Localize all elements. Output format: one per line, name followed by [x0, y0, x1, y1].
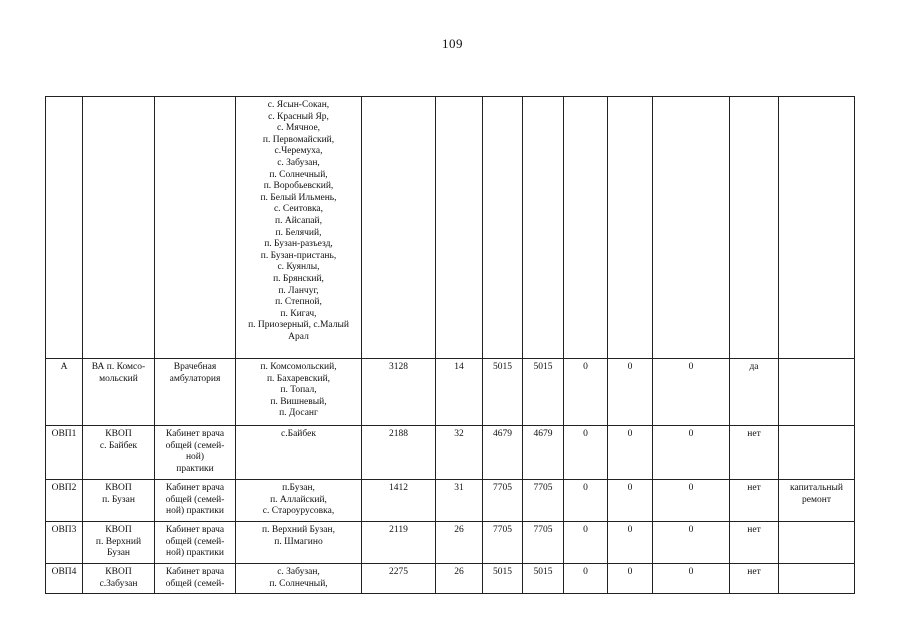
cell-line: с. Красный Яр,	[268, 111, 329, 122]
cell-line: п. Досанг	[279, 408, 318, 419]
cell-value: 0	[608, 480, 653, 522]
cell-value: 0	[608, 522, 653, 564]
cell-value: 7705	[483, 480, 523, 522]
cell-status	[730, 97, 779, 359]
cell-type	[155, 426, 236, 480]
cell-status: нет	[730, 522, 779, 564]
cell-name	[83, 426, 155, 480]
cell-value: 31	[436, 480, 483, 522]
cell-value: 0	[653, 522, 730, 564]
cell-line: п. Шмагино	[274, 536, 323, 547]
cell-line: с. Староурусовка,	[262, 506, 335, 517]
cell-line: с. Сеитовка,	[273, 204, 324, 215]
cell-type	[155, 359, 236, 426]
cell-areas	[236, 480, 362, 522]
cell-value	[608, 97, 653, 359]
cell-value	[523, 97, 564, 359]
cell-line: Бузан	[106, 548, 131, 559]
cell-line: п. Брянский,	[273, 273, 324, 284]
cell-line: с.Забузан	[99, 578, 138, 589]
cell-line: п. Комсомольский,	[260, 362, 337, 372]
table-row	[46, 97, 855, 359]
cell-value: 5015	[483, 359, 523, 426]
cell-value: 7705	[483, 522, 523, 564]
cell-status: да	[730, 359, 779, 426]
cell-value: 0	[564, 359, 608, 426]
cell-line: мольский	[99, 373, 138, 384]
cell-name	[83, 480, 155, 522]
cell-value: 2275	[362, 564, 436, 594]
cell-line: п. Солнечный,	[269, 578, 328, 589]
table-row	[46, 359, 855, 426]
cell-value: 14	[436, 359, 483, 426]
cell-note	[779, 564, 855, 594]
cell-line: с. Куянлы,	[277, 262, 320, 273]
cell-value	[564, 97, 608, 359]
cell-note	[779, 522, 855, 564]
cell-line: общей (семей-	[165, 536, 225, 547]
cell-line: с. Ясын-Сокан,	[267, 100, 330, 110]
cell-note	[779, 97, 855, 359]
cell-line: п. Первомайский,	[262, 134, 335, 145]
cell-type	[155, 522, 236, 564]
cell-name	[83, 522, 155, 564]
cell-line: п. Степной,	[275, 297, 322, 308]
table-row	[46, 564, 855, 594]
cell-line: Арал	[288, 331, 309, 342]
cell-line: п. Белячий,	[275, 227, 322, 238]
table-row	[46, 522, 855, 564]
cell-line: ремонт	[802, 494, 831, 505]
cell-note	[779, 426, 855, 480]
cell-value: 0	[608, 359, 653, 426]
cell-value	[362, 97, 436, 359]
cell-value: 0	[564, 480, 608, 522]
cell-line: Врачебная	[173, 362, 217, 372]
cell-code: А	[46, 359, 83, 426]
cell-value: 0	[653, 359, 730, 426]
cell-line: п. Ланчуг,	[278, 285, 319, 296]
cell-value: 4679	[523, 426, 564, 480]
cell-line: Кабинет врача	[165, 429, 225, 439]
cell-code: ОВП4	[46, 564, 83, 594]
cell-line: общей (семей-	[165, 578, 225, 589]
cell-value: 5015	[523, 359, 564, 426]
cell-value: 1412	[362, 480, 436, 522]
cell-value: 0	[653, 426, 730, 480]
cell-line: п. Кигач,	[280, 308, 317, 319]
cell-line: п. Приозерный, с.Малый	[248, 320, 349, 331]
cell-value: 26	[436, 564, 483, 594]
cell-status: нет	[730, 564, 779, 594]
cell-note	[779, 359, 855, 426]
cell-line: практики	[176, 463, 214, 474]
cell-note	[779, 480, 855, 522]
cell-code: ОВП3	[46, 522, 83, 564]
cell-line: п.Бузан,	[282, 483, 315, 493]
cell-areas	[236, 426, 362, 480]
cell-name	[83, 564, 155, 594]
cell-value: 2188	[362, 426, 436, 480]
cell-value: 5015	[483, 564, 523, 594]
table-row	[46, 480, 855, 522]
cell-value: 5015	[523, 564, 564, 594]
cell-line: п. Аллайский,	[270, 494, 327, 505]
cell-line: КВОП	[105, 429, 132, 439]
cell-line: амбулатория	[169, 373, 221, 384]
cell-line: п. Бузан-пристань,	[260, 250, 337, 261]
cell-line: капитальный	[790, 483, 843, 493]
cell-value: 2119	[362, 522, 436, 564]
cell-areas	[236, 522, 362, 564]
cell-value: 0	[653, 480, 730, 522]
cell-line: п. Вишневый,	[270, 396, 327, 407]
cell-name	[83, 359, 155, 426]
cell-line: п. Бузан	[102, 494, 135, 505]
cell-line: с. Забузан,	[277, 157, 320, 168]
cell-line: общей (семей-	[165, 440, 225, 451]
cell-code	[46, 97, 83, 359]
cell-areas	[236, 97, 362, 359]
cell-line: КВОП	[105, 567, 132, 577]
cell-value: 26	[436, 522, 483, 564]
cell-line: ной)	[185, 452, 205, 463]
cell-type	[155, 480, 236, 522]
cell-value	[436, 97, 483, 359]
cell-line: ной) практики	[166, 548, 224, 559]
cell-value: 0	[564, 426, 608, 480]
cell-line: п. Верхний Бузан,	[262, 525, 335, 535]
cell-line: ной) практики	[166, 506, 224, 517]
cell-code: ОВП1	[46, 426, 83, 480]
cell-line: с.Байбек	[281, 429, 316, 439]
cell-value: 0	[608, 426, 653, 480]
cell-line: ВА п. Комсо-	[91, 362, 146, 372]
cell-line: п. Бузан-разъезд,	[264, 239, 333, 250]
cell-value: 32	[436, 426, 483, 480]
cell-areas	[236, 359, 362, 426]
table-row	[46, 426, 855, 480]
cell-line: Кабинет врача	[165, 483, 225, 493]
facilities-table	[45, 96, 855, 594]
cell-value: 0	[564, 522, 608, 564]
cell-value: 4679	[483, 426, 523, 480]
page-number: 109	[442, 36, 463, 51]
cell-areas	[236, 564, 362, 594]
cell-line: п. Солнечный,	[269, 169, 328, 180]
cell-line: общей (семей-	[165, 494, 225, 505]
cell-line: с. Мячное,	[276, 123, 321, 134]
cell-value	[483, 97, 523, 359]
cell-type	[155, 564, 236, 594]
cell-status: нет	[730, 426, 779, 480]
cell-status: нет	[730, 480, 779, 522]
cell-value: 3128	[362, 359, 436, 426]
cell-line: п. Белый Ильмень,	[260, 192, 337, 203]
cell-line: с. Байбек	[99, 440, 138, 451]
cell-code: ОВП2	[46, 480, 83, 522]
cell-line: с. Забузан,	[277, 567, 320, 577]
cell-line: Кабинет врача	[165, 525, 225, 535]
cell-line: КВОП	[105, 525, 132, 535]
cell-line: п. Топал,	[280, 385, 317, 396]
cell-value: 0	[653, 564, 730, 594]
cell-value: 7705	[523, 522, 564, 564]
cell-line: п. Айсапай,	[275, 215, 322, 226]
cell-line: с.Черемуха,	[274, 146, 323, 157]
cell-value: 0	[564, 564, 608, 594]
cell-line: КВОП	[105, 483, 132, 493]
cell-type	[155, 97, 236, 359]
cell-line: п. Бахаревский,	[266, 373, 331, 384]
cell-name	[83, 97, 155, 359]
cell-line: Кабинет врача	[165, 567, 225, 577]
cell-value: 7705	[523, 480, 564, 522]
cell-line: п. Верхний	[95, 536, 142, 547]
cell-value: 0	[608, 564, 653, 594]
cell-value	[653, 97, 730, 359]
cell-line: п. Воробьевский,	[263, 181, 334, 192]
